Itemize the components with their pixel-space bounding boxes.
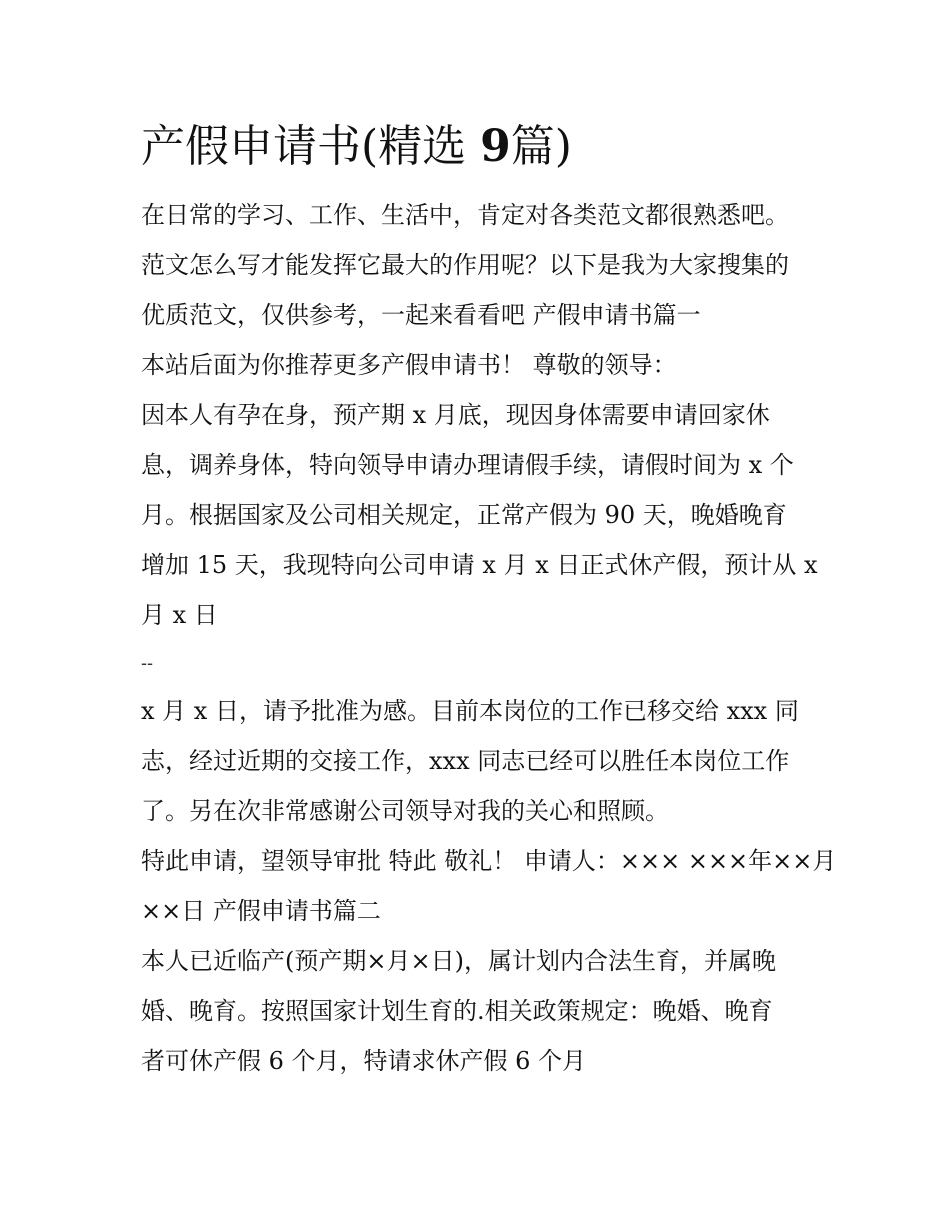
document-page xyxy=(141,112,837,1086)
paragraph-line: 优质范文，仅供参考，一起来看看吧 产假申请书篇一 xyxy=(141,301,701,329)
paragraph-line: 月。根据国家及公司相关规定，正常产假为 90 天，晚婚晚育 xyxy=(141,501,787,529)
paragraph-line: 了。另在次非常感谢公司领导对我的关心和照顾。 xyxy=(141,797,669,825)
paragraph-line: 范文怎么写才能发挥它最大的作用呢？以下是我为大家搜集的 xyxy=(141,251,789,279)
paragraph-line: 者可休产假 6 个月，特请求休产假 6 个月 xyxy=(141,1047,587,1075)
title-end: 篇) xyxy=(510,121,572,172)
paragraph-line: 特此申请，望领导审批 特此 敬礼！ 申请人：××× ×××年××月 xyxy=(141,847,837,875)
paragraph-line: 月 x 日 xyxy=(141,601,218,629)
document-title xyxy=(141,112,831,182)
paragraph-line: x 月 x 日，请予批准为感。目前本岗位的工作已移交给 xxx 同 xyxy=(141,697,799,725)
paragraph-line: 本站后面为你推荐更多产假申请书！ 尊敬的领导： xyxy=(141,351,677,379)
document-body xyxy=(141,190,837,1086)
paragraph-line: 婚、晚育。按照国家计划生育的.相关政策规定：晚婚、晚育 xyxy=(141,997,773,1025)
title-number: 9 xyxy=(480,121,511,172)
paragraph-line: 因本人有孕在身，预产期 x 月底，现因身体需要申请回家休 xyxy=(141,401,770,429)
paragraph-line: ××日 产假申请书篇二 xyxy=(141,897,381,925)
paragraph-line: 志，经过近期的交接工作，xxx 同志已经可以胜任本岗位工作 xyxy=(141,747,790,775)
paragraph-line: 息，调养身体，特向领导申请办理请假手续，请假时间为 x 个 xyxy=(141,451,794,479)
page-separator: -- xyxy=(141,653,153,673)
paragraph-line: 在日常的学习、工作、生活中，肯定对各类范文都很熟悉吧。 xyxy=(141,201,789,229)
paragraph-line: 增加 15 天，我现特向公司申请 x 月 x 日正式休产假，预计从 x xyxy=(141,551,818,579)
paragraph-line: 本人已近临产(预产期×月×日)，属计划内合法生育，并属晚 xyxy=(141,947,776,975)
title-text: 产假申请书(精选 xyxy=(141,121,467,172)
